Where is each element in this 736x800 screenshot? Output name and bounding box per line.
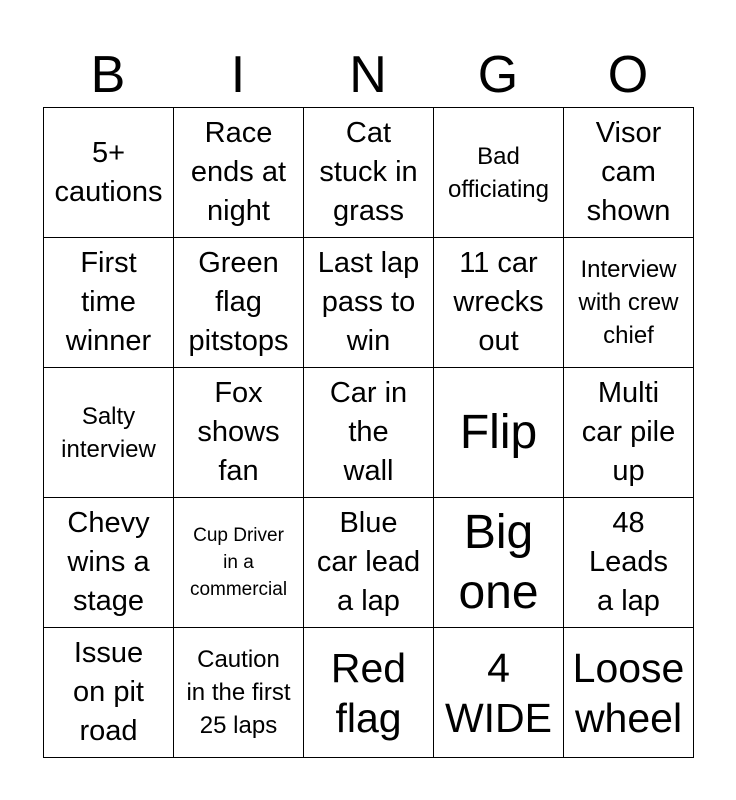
cell-text: Caution in the first 25 laps [186, 646, 291, 739]
bingo-cell-r4c5[interactable] [563, 497, 693, 627]
cell-text: Green flag pitstops [188, 247, 289, 357]
bingo-cell-r3c3[interactable] [303, 367, 433, 497]
cell-text: Big one [458, 505, 539, 619]
cell-text: Interview with crew chief [578, 256, 679, 349]
cell-text: First time winner [65, 247, 152, 357]
bingo-cell-r2c2[interactable] [173, 237, 303, 367]
cell-text: Issue on pit road [73, 637, 144, 747]
cell-text: Loose wheel [572, 644, 685, 741]
bingo-cell-r1c2[interactable] [173, 107, 303, 237]
cell-text: 5+ cautions [54, 136, 163, 208]
cell-text: Chevy wins a stage [67, 507, 150, 617]
bingo-header [43, 44, 693, 106]
cell-text: Salty interview [61, 402, 156, 463]
cell-text: Red flag [330, 644, 407, 741]
bingo-cell-r4c3[interactable] [303, 497, 433, 627]
bingo-cell-r5c1[interactable] [43, 627, 173, 757]
cell-text: Race ends at night [190, 117, 287, 227]
bingo-cell-r1c4[interactable] [433, 107, 563, 237]
cell-text: Cup Driver in a commercial [189, 525, 288, 600]
bingo-cell-r4c1[interactable] [43, 497, 173, 627]
bingo-cell-r5c5[interactable] [563, 627, 693, 757]
bingo-cell-r5c4[interactable] [433, 627, 563, 757]
cell-text: Blue car lead a lap [316, 507, 421, 617]
cell-text: Visor cam shown [586, 117, 671, 227]
bingo-cell-r2c4[interactable] [433, 237, 563, 367]
bingo-cell-r2c3[interactable] [303, 237, 433, 367]
bingo-cell-r3c4[interactable] [433, 367, 563, 497]
cell-text: 4 WIDE [444, 644, 553, 741]
bingo-cell-r5c2[interactable] [173, 627, 303, 757]
cell-text: 11 car wrecks out [453, 247, 544, 357]
bingo-cell-r4c4[interactable] [433, 497, 563, 627]
bingo-cell-r2c5[interactable] [563, 237, 693, 367]
cell-text: Fox shows fan [197, 377, 280, 487]
header-letter-g: G [477, 46, 519, 104]
cell-text: Flip [459, 405, 538, 459]
bingo-cell-r3c2[interactable] [173, 367, 303, 497]
bingo-cell-r1c3[interactable] [303, 107, 433, 237]
cell-text: Last lap pass to win [317, 247, 420, 357]
bingo-cell-r2c1[interactable] [43, 237, 173, 367]
bingo-cell-r1c5[interactable] [563, 107, 693, 237]
cell-text: Bad officiating [448, 142, 549, 203]
header-letter-o: O [607, 46, 649, 104]
bingo-cell-r3c5[interactable] [563, 367, 693, 497]
bingo-board [43, 107, 694, 758]
cell-text: Car in the wall [329, 377, 408, 487]
cell-text: 48 Leads a lap [588, 507, 668, 617]
cell-text: Multi car pile up [581, 377, 676, 487]
bingo-cell-r5c3[interactable] [303, 627, 433, 757]
header-letter-n: N [349, 46, 387, 104]
bingo-cell-r3c1[interactable] [43, 367, 173, 497]
header-letter-b: B [90, 46, 126, 104]
header-letter-i: I [230, 46, 246, 104]
bingo-cell-r1c1[interactable] [43, 107, 173, 237]
bingo-cell-r4c2[interactable] [173, 497, 303, 627]
cell-text: Cat stuck in grass [319, 117, 418, 227]
